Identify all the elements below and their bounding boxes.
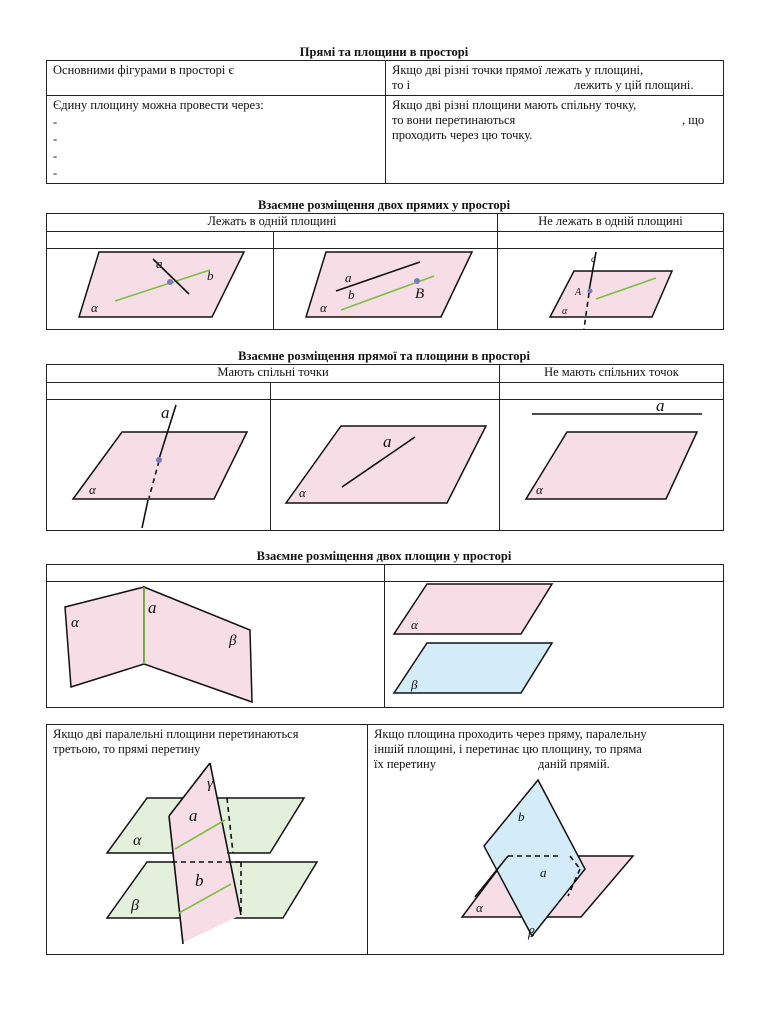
line-intersects-plane-figure: [47, 400, 271, 531]
label-b: b: [195, 871, 204, 890]
blank-cell: [498, 232, 724, 249]
line-in-plane-figure: [271, 400, 500, 531]
label-A: A: [575, 287, 582, 298]
parallel-planes-cut-figure: [47, 758, 367, 954]
list-item: -: [53, 166, 58, 180]
label-alpha: α: [476, 900, 483, 915]
list-item: -: [53, 132, 58, 146]
label-b: b: [348, 287, 355, 302]
label-a: a: [656, 400, 665, 415]
parallel-lines-figure: [274, 249, 498, 330]
label-a: a: [189, 806, 198, 825]
label-B: B: [415, 286, 425, 302]
unique-plane-title: Єдину площину можна провести через:: [53, 98, 264, 112]
planes-intersect-line2: то вони перетинаються , що: [392, 113, 705, 127]
label-alpha: α: [299, 485, 306, 500]
label-alpha: α: [536, 482, 543, 497]
label-beta: β: [528, 925, 535, 940]
line-parallel-plane-figure: [500, 400, 724, 531]
label-a: a: [540, 865, 547, 880]
label-beta: β: [131, 897, 139, 914]
label-alpha: α: [91, 300, 98, 315]
label-a: a: [591, 254, 596, 265]
parallel-planes-cut-cell: [47, 725, 368, 955]
blank-cell: [274, 232, 498, 249]
section3-title: Взаємне розміщення прямої та площини в просторі: [238, 349, 530, 363]
section1-title: Прямі та площини в просторі: [299, 45, 469, 59]
label-beta: β: [229, 633, 237, 649]
section1-table: [46, 60, 724, 184]
section2-table: [46, 213, 724, 330]
label-a: a: [156, 256, 163, 271]
blank-cell: [47, 232, 274, 249]
list-item: -: [53, 149, 58, 163]
header-common-points: Мають спільні точки: [47, 365, 500, 383]
section2-title: Взаємне розміщення двох прямих у просторі: [257, 198, 511, 212]
line-plane-parallel-cell: [368, 725, 724, 955]
parallel-planes-figure: [385, 582, 724, 708]
theorem-right-line1: Якщо площина проходить через пряму, паралельну: [374, 727, 647, 741]
basic-figures-cell: [47, 61, 386, 96]
label-a: a: [383, 432, 392, 451]
blank-cell: [47, 383, 271, 400]
planes-intersect-line1: Якщо дві різні площини мають спільну точку,: [392, 98, 637, 112]
section5-table: [46, 724, 724, 955]
unique-plane-cell: [47, 96, 386, 184]
label-alpha: α: [562, 306, 568, 317]
section4-title: Взаємне розміщення двох площин у просторі: [256, 549, 512, 563]
label-b: b: [207, 268, 214, 283]
label-gamma: γ: [207, 776, 213, 792]
two-points-line2: то і лежить у цій площині.: [392, 78, 694, 92]
two-points-line1: Якщо дві різні точки прямої лежать у площині,: [392, 63, 644, 77]
planes-intersect-cell: [386, 96, 724, 184]
label-alpha: α: [320, 300, 327, 315]
line-plane-parallel-figure: [368, 774, 723, 954]
section4-table: [46, 564, 724, 708]
label-alpha: α: [89, 482, 96, 497]
label-a: a: [345, 270, 352, 285]
theorem-right-line3: їх перетину даній прямій.: [374, 757, 610, 771]
label-a: a: [148, 598, 157, 617]
header-same-plane: Лежать в одній площині: [47, 214, 498, 232]
label-alpha: α: [411, 617, 418, 632]
intersecting-lines-figure: [47, 249, 274, 330]
header-no-common-points: Не мають спільних точок: [500, 365, 724, 383]
planes-intersect-line3: проходить через цю точку.: [392, 128, 533, 142]
section3-table: [46, 364, 724, 531]
blank-cell: [271, 383, 500, 400]
theorem-left-line2: третьою, то прямі перетину: [53, 742, 201, 756]
blank-cell: [47, 565, 385, 582]
label-alpha: α: [71, 615, 79, 631]
skew-lines-figure: [498, 249, 724, 330]
blank-cell: [500, 383, 724, 400]
theorem-left-line1: Якщо дві паралельні площини перетинаються: [53, 727, 299, 741]
header-not-same-plane: Не лежать в одній площині: [498, 214, 724, 232]
basic-figures-text: Основними фігурами в просторі є: [53, 63, 234, 77]
two-points-axiom-cell: [386, 61, 724, 96]
label-b: b: [518, 809, 525, 824]
intersecting-planes-figure: [47, 582, 385, 708]
list-item: -: [53, 115, 58, 129]
blank-cell: [385, 565, 724, 582]
label-alpha: α: [133, 832, 142, 849]
label-beta: β: [411, 677, 418, 692]
theorem-right-line2: іншій площині, і перетинає цю площину, то пряма: [374, 742, 642, 756]
label-a: a: [161, 403, 170, 422]
